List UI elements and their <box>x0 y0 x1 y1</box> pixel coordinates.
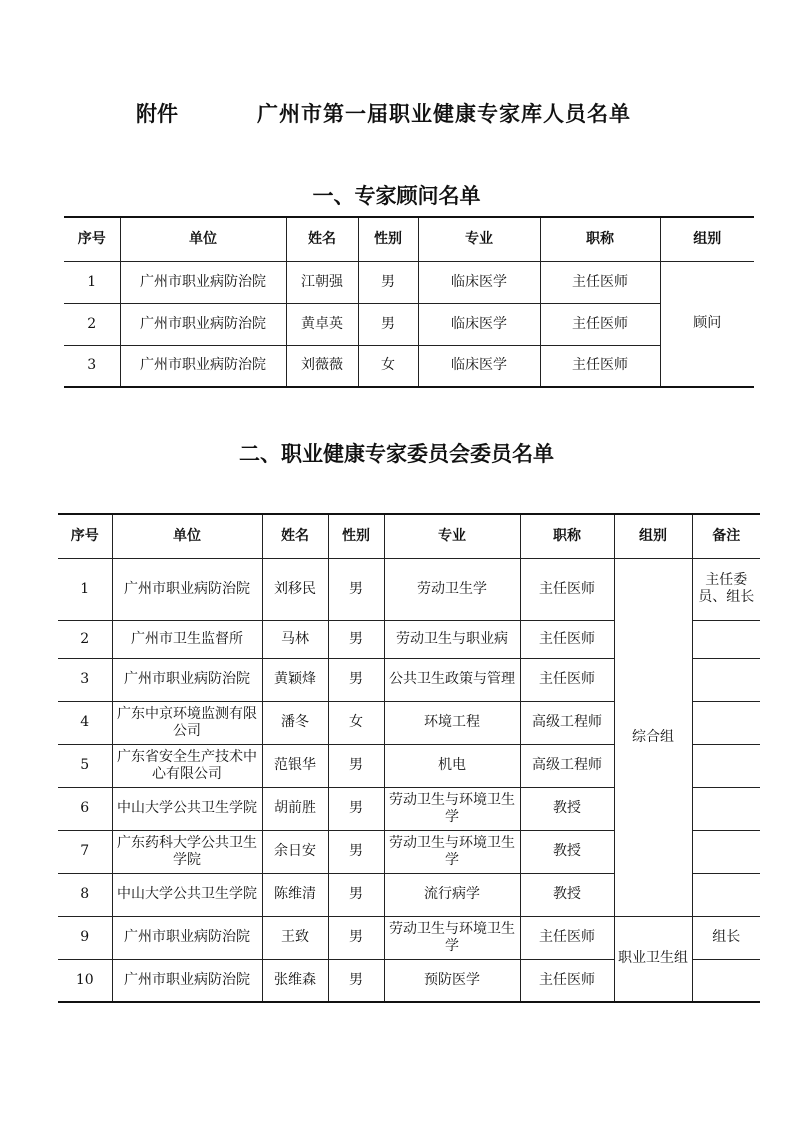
cell-name: 刘移民 <box>262 558 328 620</box>
cell-unit: 广东省安全生产技术中心有限公司 <box>112 744 262 787</box>
cell-note: 主任委员、组长 <box>692 558 760 620</box>
cell-unit: 广州市职业病防治院 <box>112 916 262 959</box>
cell-name: 张维森 <box>262 959 328 1002</box>
cell-unit: 广州市职业病防治院 <box>112 658 262 701</box>
cell-name: 胡前胜 <box>262 787 328 830</box>
cell-note <box>692 959 760 1002</box>
cell-no: 1 <box>58 558 112 620</box>
col-header: 性别 <box>358 217 418 261</box>
cell-no: 1 <box>64 261 120 303</box>
col-header: 备注 <box>692 514 760 558</box>
cell-name: 黄卓英 <box>286 303 358 345</box>
cell-major: 临床医学 <box>418 303 540 345</box>
cell-major: 劳动卫生学 <box>384 558 520 620</box>
cell-title: 主任医师 <box>540 345 660 387</box>
cell-major: 劳动卫生与环境卫生学 <box>384 916 520 959</box>
cell-no: 9 <box>58 916 112 959</box>
cell-unit: 中山大学公共卫生学院 <box>112 787 262 830</box>
cell-no: 7 <box>58 830 112 873</box>
cell-gender: 男 <box>328 873 384 916</box>
col-header: 姓名 <box>286 217 358 261</box>
cell-unit: 广东药科大学公共卫生学院 <box>112 830 262 873</box>
cell-no: 2 <box>58 620 112 658</box>
col-header: 组别 <box>660 217 754 261</box>
cell-gender: 男 <box>328 744 384 787</box>
cell-group: 职业卫生组 <box>614 916 692 1002</box>
cell-note <box>692 620 760 658</box>
cell-title: 主任医师 <box>520 620 614 658</box>
cell-unit: 广州市职业病防治院 <box>120 303 286 345</box>
cell-group: 综合组 <box>614 558 692 916</box>
cell-note <box>692 787 760 830</box>
section1-title: 一、专家顾问名单 <box>312 184 481 208</box>
cell-name: 马林 <box>262 620 328 658</box>
cell-no: 3 <box>64 345 120 387</box>
cell-unit: 广州市职业病防治院 <box>120 345 286 387</box>
cell-no: 8 <box>58 873 112 916</box>
cell-no: 4 <box>58 701 112 744</box>
cell-gender: 男 <box>328 916 384 959</box>
cell-title: 主任医师 <box>540 303 660 345</box>
table-row <box>58 558 760 620</box>
cell-title: 主任医师 <box>520 658 614 701</box>
attachment-label: 附件 <box>136 102 178 126</box>
col-header: 序号 <box>58 514 112 558</box>
cell-unit: 广州市职业病防治院 <box>112 959 262 1002</box>
cell-unit: 广州市卫生监督所 <box>112 620 262 658</box>
cell-major: 临床医学 <box>418 345 540 387</box>
cell-group: 顾问 <box>660 261 754 387</box>
cell-unit: 广东中京环境监测有限公司 <box>112 701 262 744</box>
col-header: 职称 <box>520 514 614 558</box>
cell-gender: 男 <box>328 787 384 830</box>
cell-gender: 男 <box>358 303 418 345</box>
col-header: 姓名 <box>262 514 328 558</box>
table-row <box>58 916 760 959</box>
cell-title: 高级工程师 <box>520 744 614 787</box>
col-header: 性别 <box>328 514 384 558</box>
cell-major: 临床医学 <box>418 261 540 303</box>
cell-title: 教授 <box>520 830 614 873</box>
cell-no: 10 <box>58 959 112 1002</box>
cell-gender: 女 <box>328 701 384 744</box>
cell-gender: 男 <box>358 261 418 303</box>
cell-no: 6 <box>58 787 112 830</box>
col-header: 序号 <box>64 217 120 261</box>
section2-title: 二、职业健康专家委员会委员名单 <box>239 442 554 466</box>
cell-note <box>692 701 760 744</box>
cell-unit: 广州市职业病防治院 <box>112 558 262 620</box>
cell-unit: 广州市职业病防治院 <box>120 261 286 303</box>
cell-major: 公共卫生政策与管理 <box>384 658 520 701</box>
cell-title: 教授 <box>520 873 614 916</box>
cell-no: 5 <box>58 744 112 787</box>
table-header-row <box>58 514 760 558</box>
cell-name: 潘冬 <box>262 701 328 744</box>
cell-name: 王致 <box>262 916 328 959</box>
col-header: 职称 <box>540 217 660 261</box>
cell-name: 刘薇薇 <box>286 345 358 387</box>
cell-name: 江朝强 <box>286 261 358 303</box>
cell-major: 机电 <box>384 744 520 787</box>
cell-name: 黄颖烽 <box>262 658 328 701</box>
table-row <box>64 345 754 387</box>
table-row <box>64 261 754 303</box>
cell-title: 主任医师 <box>520 959 614 1002</box>
cell-major: 劳动卫生与环境卫生学 <box>384 830 520 873</box>
cell-name: 范银华 <box>262 744 328 787</box>
cell-gender: 男 <box>328 658 384 701</box>
cell-name: 陈维清 <box>262 873 328 916</box>
cell-major: 劳动卫生与环境卫生学 <box>384 787 520 830</box>
cell-title: 主任医师 <box>520 916 614 959</box>
cell-gender: 男 <box>328 830 384 873</box>
expert-advisor-table <box>64 216 754 388</box>
cell-gender: 男 <box>328 959 384 1002</box>
document-header <box>0 98 793 128</box>
cell-note <box>692 830 760 873</box>
col-header: 组别 <box>614 514 692 558</box>
cell-note: 组长 <box>692 916 760 959</box>
cell-no: 3 <box>58 658 112 701</box>
cell-title: 高级工程师 <box>520 701 614 744</box>
col-header: 专业 <box>418 217 540 261</box>
cell-gender: 男 <box>328 558 384 620</box>
cell-note <box>692 658 760 701</box>
cell-no: 2 <box>64 303 120 345</box>
cell-note <box>692 744 760 787</box>
table-row <box>64 303 754 345</box>
cell-title: 教授 <box>520 787 614 830</box>
cell-major: 环境工程 <box>384 701 520 744</box>
cell-title: 主任医师 <box>520 558 614 620</box>
col-header: 单位 <box>120 217 286 261</box>
committee-member-table <box>58 513 760 1003</box>
cell-title: 主任医师 <box>540 261 660 303</box>
col-header: 专业 <box>384 514 520 558</box>
cell-unit: 中山大学公共卫生学院 <box>112 873 262 916</box>
cell-major: 劳动卫生与职业病 <box>384 620 520 658</box>
cell-major: 流行病学 <box>384 873 520 916</box>
cell-note <box>692 873 760 916</box>
table-header-row <box>64 217 754 261</box>
cell-name: 余日安 <box>262 830 328 873</box>
cell-gender: 男 <box>328 620 384 658</box>
cell-major: 预防医学 <box>384 959 520 1002</box>
cell-gender: 女 <box>358 345 418 387</box>
col-header: 单位 <box>112 514 262 558</box>
document-title: 广州市第一届职业健康专家库人员名单 <box>257 102 631 126</box>
